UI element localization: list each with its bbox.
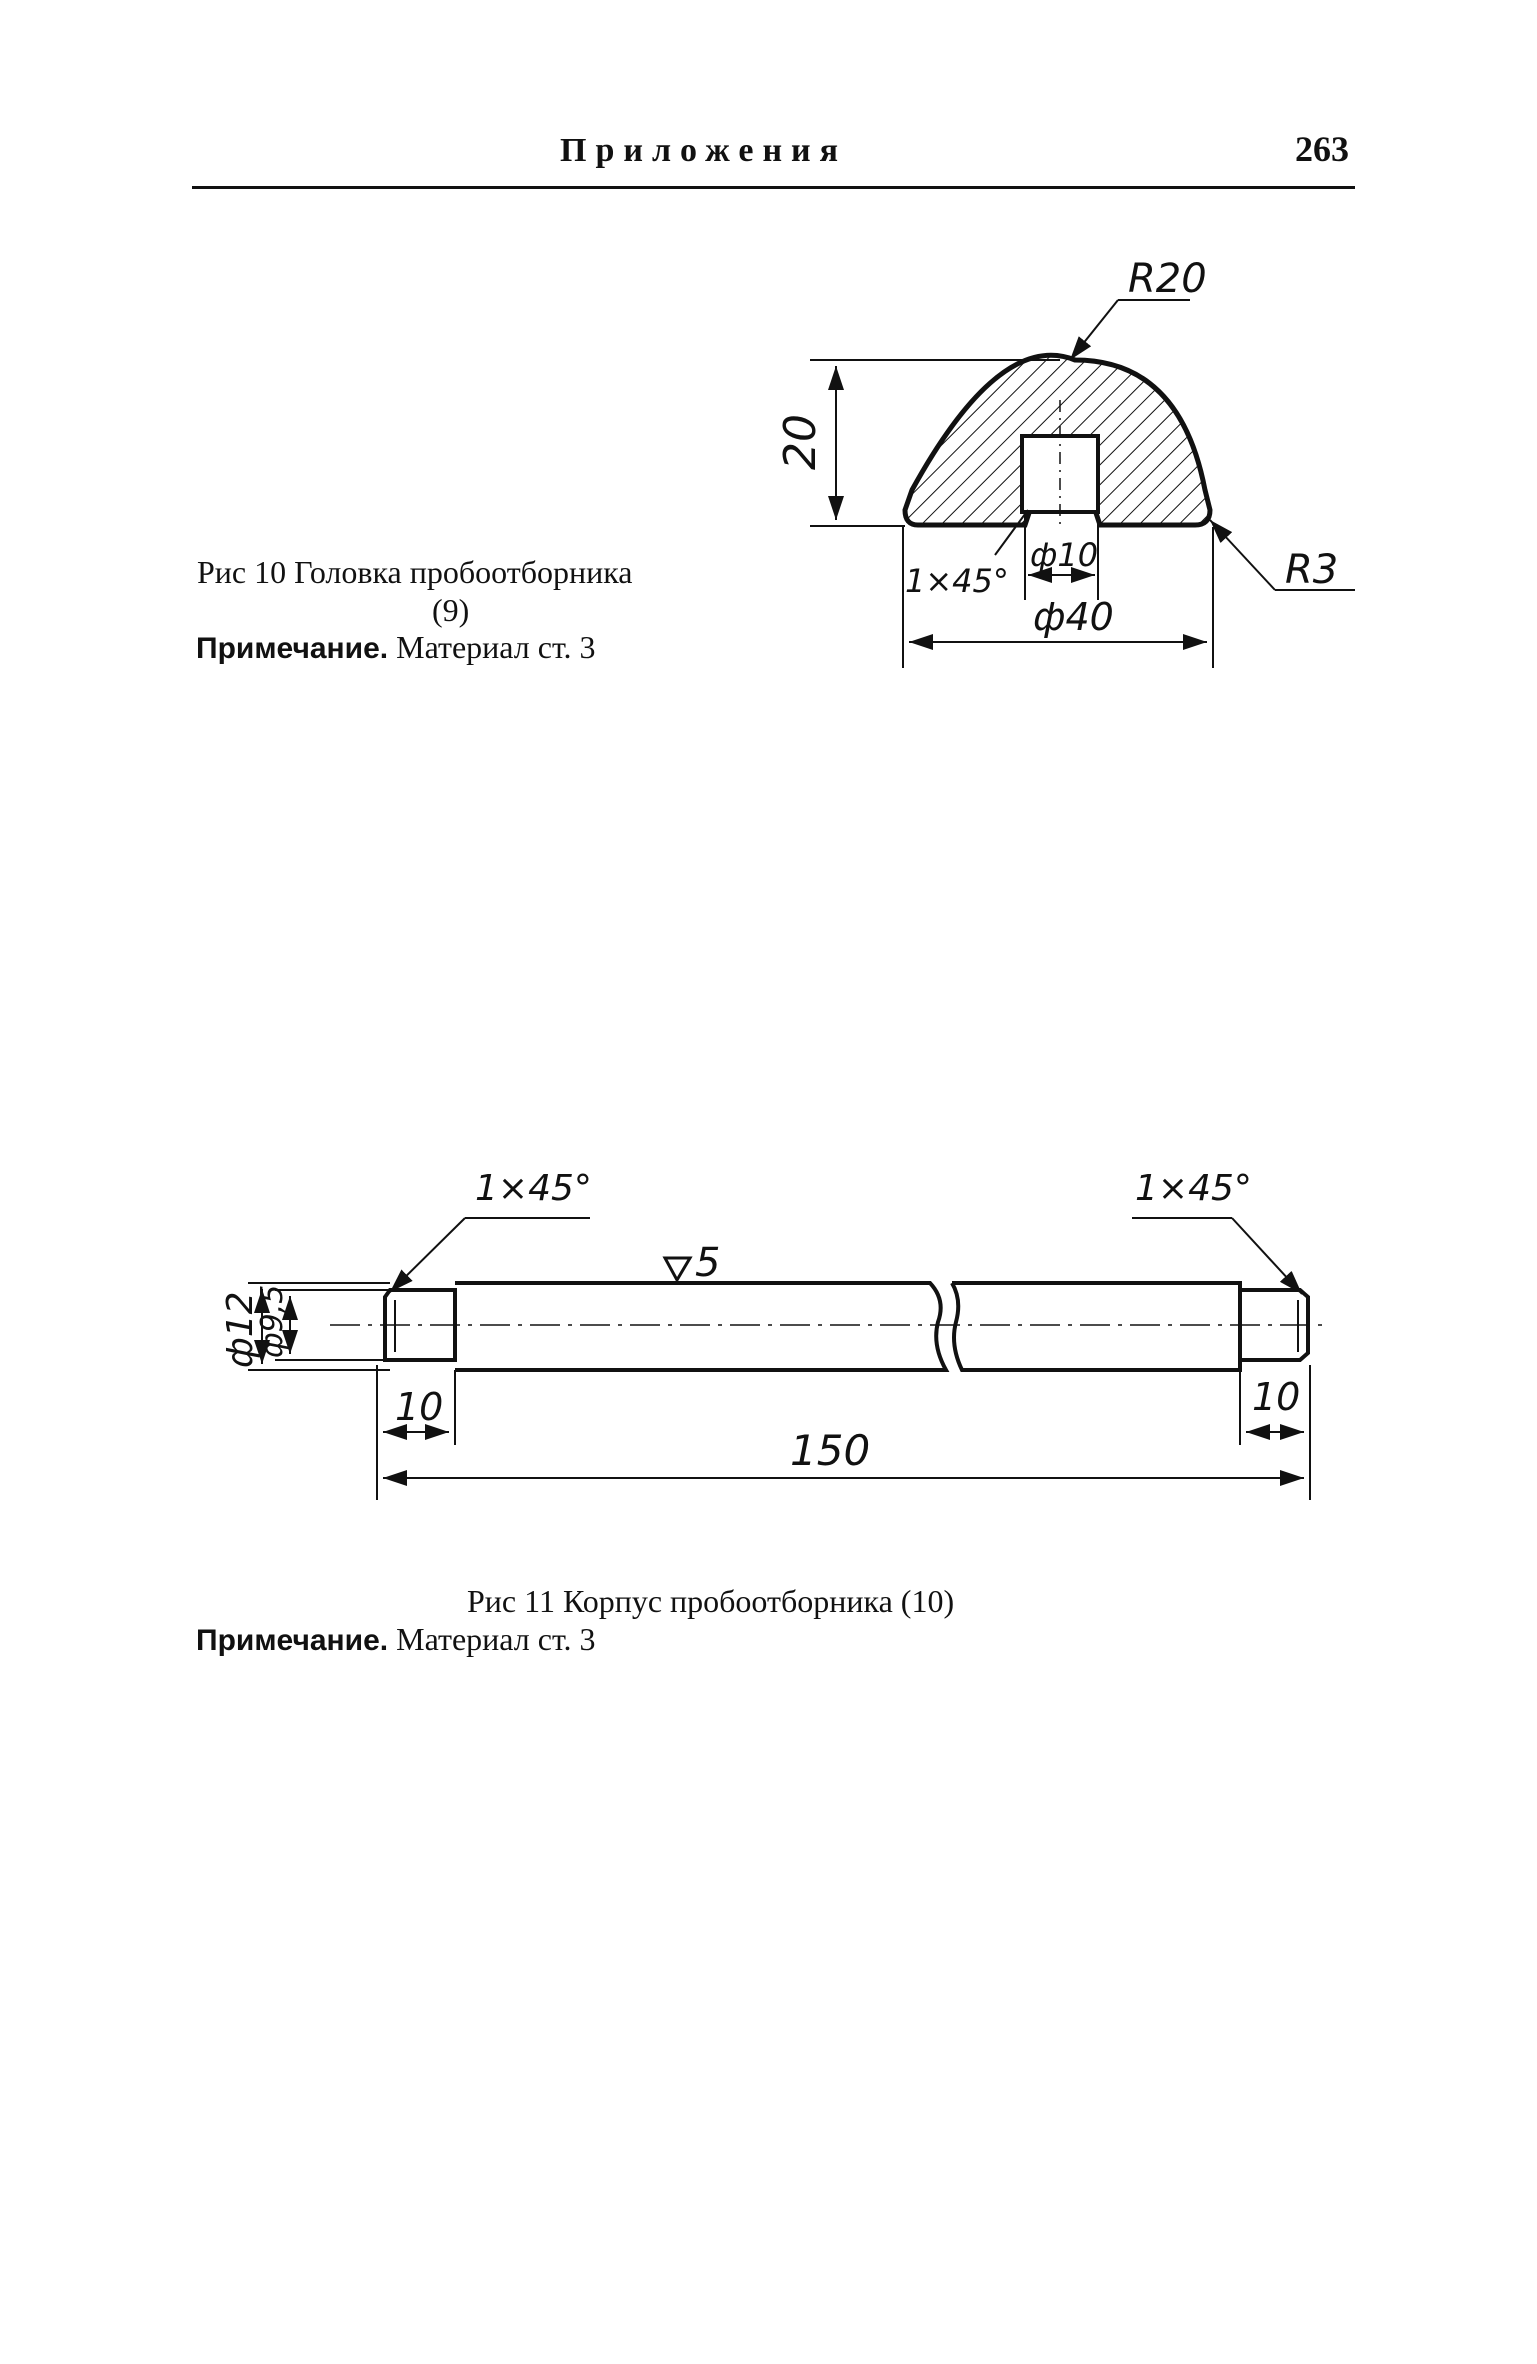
dim-radius-edge: R3 (1285, 547, 1339, 593)
dim-chamfer-right: 1×45° (1135, 1168, 1252, 1209)
dim-height: 20 (775, 414, 826, 470)
figure11-note-label: Примечание. (196, 1624, 389, 1657)
dim-length-left: 10 (395, 1385, 444, 1429)
dim-outer-diameter: ф12 (220, 1291, 261, 1368)
figure10-caption: Рис 10 Головка пробоотборника (197, 554, 633, 590)
dim-outer-diameter: ф40 (1033, 595, 1114, 639)
page-number: 263 (1295, 129, 1349, 169)
figure10-caption-number: (9) (432, 592, 470, 628)
dim-length-right: 10 (1252, 1375, 1301, 1419)
head-center-hole (1022, 436, 1098, 512)
dim-radius-top: R20 (1128, 256, 1207, 302)
figure10-drawing (775, 256, 1355, 668)
dim-thread-diameter: ф9,5 (255, 1284, 290, 1358)
figure11-note-text: Материал ст. 3 (388, 1621, 596, 1657)
figure10-note-label: Примечание. (196, 632, 389, 665)
dim-hole-diameter: ф10 (1030, 536, 1099, 574)
figure11-drawing (220, 1168, 1330, 1500)
dim-roughness: 5 (695, 1240, 721, 1286)
running-header-title: Приложения (560, 132, 848, 169)
dim-chamfer-left: 1×45° (475, 1168, 592, 1209)
figure10-note-text: Материал ст. 3 (388, 629, 596, 665)
figure11-caption: Рис 11 Корпус пробоотборника (10) (467, 1583, 955, 1619)
dim-chamfer: 1×45° (905, 562, 1009, 600)
dim-length-total: 150 (790, 1426, 871, 1475)
